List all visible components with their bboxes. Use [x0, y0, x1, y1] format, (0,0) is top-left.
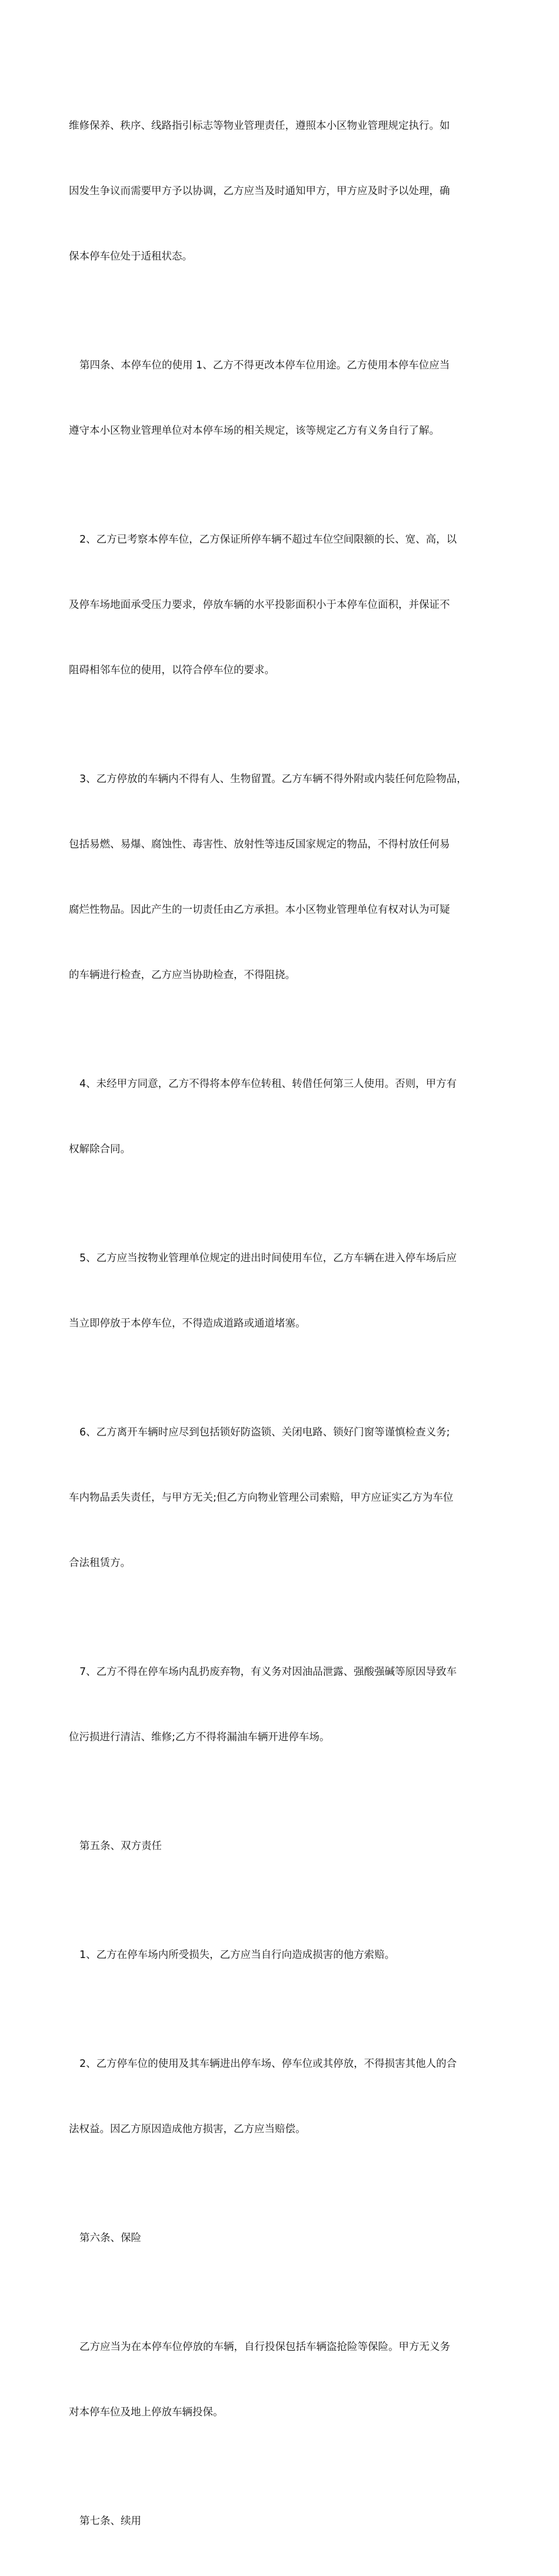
text-line: 6、乙方离开车辆时应尽到包括锁好防盗锁、关闭电路、锁好门窗等谨慎检查义务;: [79, 1427, 450, 1438]
text-line: 位污损进行清洁、维修;乙方不得将漏油车辆开进停车场。: [69, 1731, 330, 1743]
paragraph-article-5-item-1: [69, 1901, 494, 2010]
paragraph-article-4-item-7: [69, 1618, 494, 1792]
document-body: [69, 72, 494, 2576]
heading-article-6: [69, 2184, 494, 2293]
paragraph-article-6-insurance: [69, 2293, 494, 2467]
text-line: 车内物品丢失责任，与甲方无关;但乙方向物业管理公司索赔，甲方应证实乙方为车位: [69, 1492, 454, 1504]
text-line: 腐烂性物品。因此产生的一切责任由乙方承担。本小区物业管理单位有权对认为可疑: [69, 904, 450, 916]
text-line: 及停车场地面承受压力要求，停放车辆的水平投影面积小于本停车位面积，并保证不: [69, 599, 450, 611]
text-line: 的车辆进行检查，乙方应当协助检查，不得阻挠。: [69, 969, 295, 981]
paragraph-article-4-usage: [69, 311, 494, 486]
text-line: 7、乙方不得在停车场内乱扔废弃物，有义务对因油品泄露、强酸强碱等原因导致车: [79, 1666, 457, 1678]
text-line: 第四条、本停车位的使用 1、乙方不得更改本停车位用途。乙方使用本停车位应当: [79, 360, 450, 371]
text-line: 1、乙方在停车场内所受损失，乙方应当自行向造成损害的他方索赔。: [79, 1949, 395, 1961]
heading-article-7: [69, 2467, 494, 2576]
text-line: 保本停车位处于适租状态。: [69, 251, 192, 262]
paragraph-property-management-continuation: [69, 72, 494, 311]
section-heading: 第六条、保险: [79, 2232, 141, 2244]
paragraph-article-4-item-2: [69, 486, 494, 725]
text-line: 法权益。因乙方原因造成他方损害，乙方应当赔偿。: [69, 2123, 306, 2135]
section-heading: 第七条、续用: [79, 2515, 141, 2527]
text-line: 5、乙方应当按物业管理单位规定的进出时间使用车位，乙方车辆在进入停车场后应: [79, 1252, 457, 1264]
text-line: 2、乙方已考察本停车位，乙方保证所停车辆不超过车位空间限额的长、宽、高，以: [79, 534, 457, 546]
paragraph-article-4-item-3: [69, 725, 494, 1030]
text-line: 遵守本小区物业管理单位对本停车场的相关规定，该等规定乙方有义务自行了解。: [69, 425, 440, 437]
text-line: 权解除合同。: [69, 1144, 131, 1155]
text-line: 3、乙方停放的车辆内不得有人、生物留置。乙方车辆不得外附或内装任何危险物品，: [79, 773, 467, 785]
heading-article-5: [69, 1792, 494, 1901]
paragraph-article-5-item-2: [69, 2010, 494, 2184]
text-line: 2、乙方停车位的使用及其车辆进出停车场、停车位或其停放，不得损害其他人的合: [79, 2058, 457, 2070]
text-line: 合法租赁方。: [69, 1557, 131, 1569]
text-line: 乙方应当为在本停车位停放的车辆，自行投保包括车辆盗抢险等保险。甲方无义务: [79, 2341, 450, 2353]
text-line: 因发生争议而需要甲方予以协调，乙方应当及时通知甲方，甲方应及时予以处理，确: [69, 185, 450, 197]
text-line: 对本停车位及地上停放车辆投保。: [69, 2407, 224, 2418]
text-line: 包括易燃、易爆、腐蚀性、毒害性、放射性等违反国家规定的物品，不得村放任何易: [69, 839, 450, 850]
paragraph-article-4-item-4: [69, 1030, 494, 1204]
paragraph-article-4-item-5: [69, 1204, 494, 1378]
text-line: 维修保养、秩序、线路指引标志等物业管理责任，遵照本小区物业管理规定执行。如: [69, 120, 450, 132]
text-line: 当立即停放于本停车位，不得造成道路或通道堵塞。: [69, 1318, 306, 1329]
text-line: 4、未经甲方同意，乙方不得将本停车位转租、转借任何第三人使用。否则，甲方有: [79, 1078, 457, 1090]
paragraph-article-4-item-6: [69, 1378, 494, 1618]
section-heading: 第五条、双方责任: [79, 1840, 162, 1852]
text-line: 阻碍相邻车位的使用，以符合停车位的要求。: [69, 664, 275, 676]
